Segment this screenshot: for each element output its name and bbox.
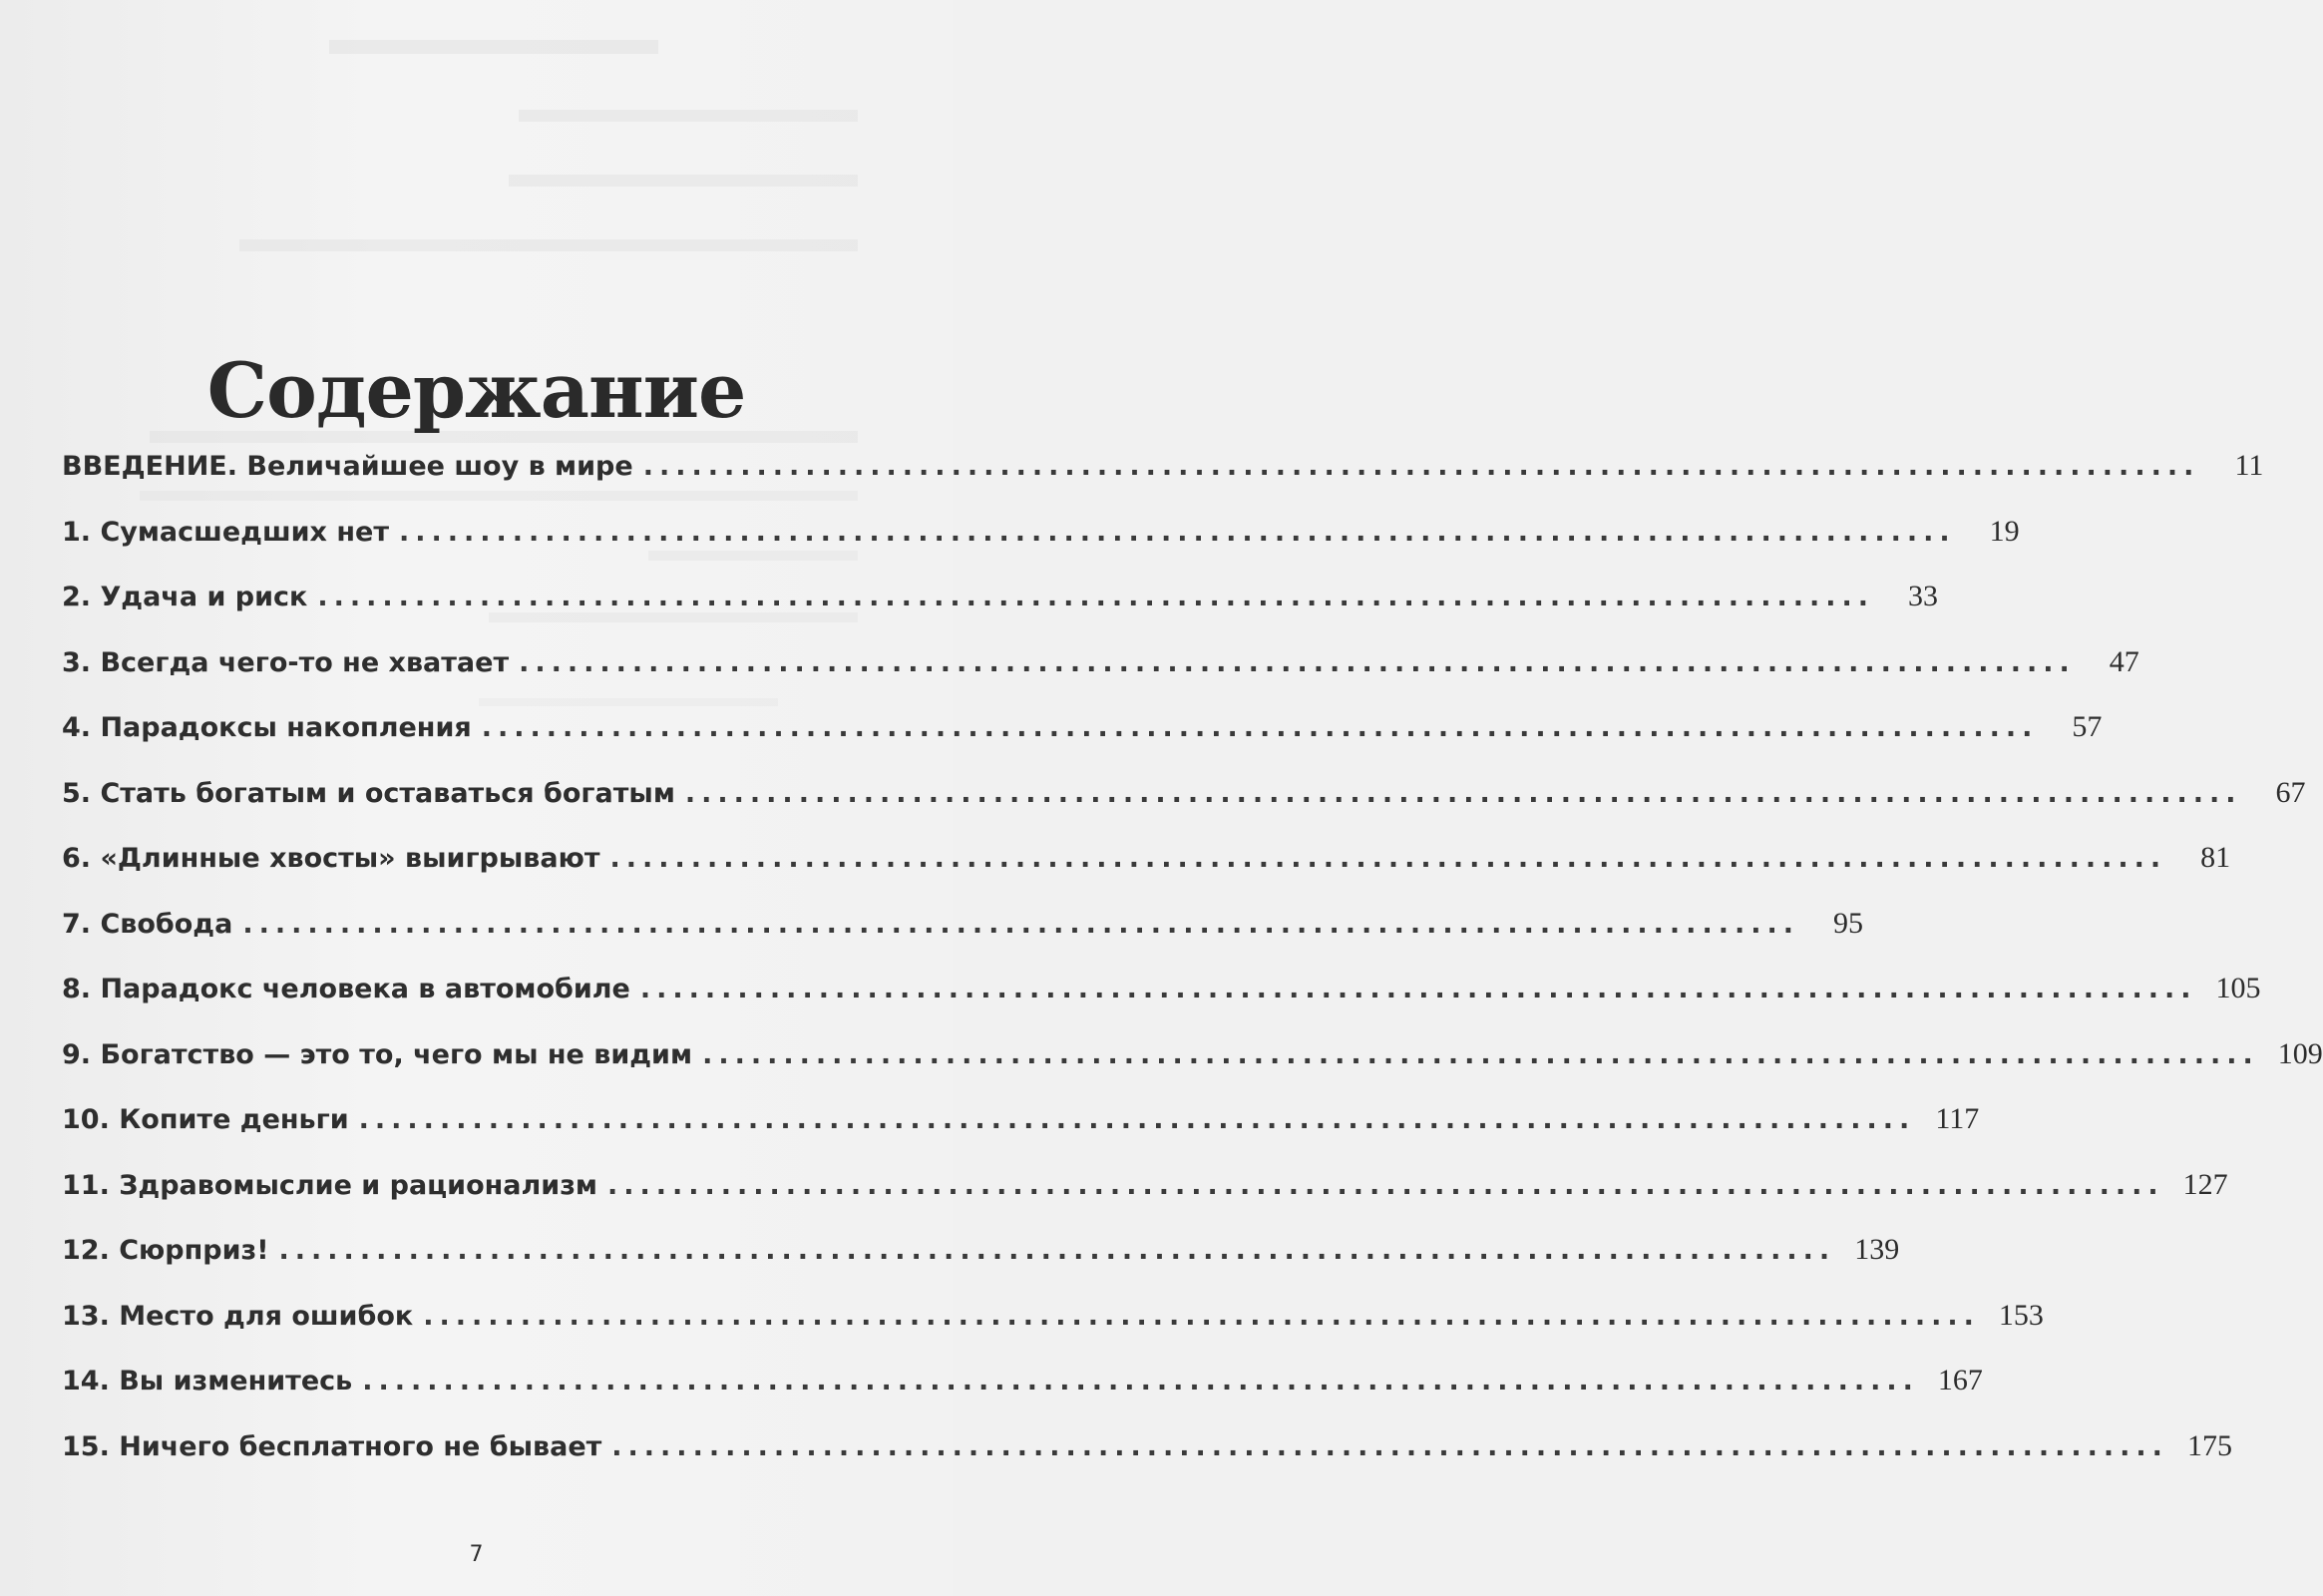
toc-entry bbox=[62, 1167, 2228, 1234]
toc-entry-title: 12. Сюрприз! bbox=[62, 1235, 269, 1266]
show-through-decoration bbox=[239, 239, 858, 251]
dot-leader: ................................................................................................ bbox=[278, 1235, 1836, 1266]
dot-leader: ................................................................................................ bbox=[481, 712, 2039, 743]
toc-entry-page: 11 bbox=[2234, 449, 2264, 482]
dot-leader: ................................................................................................ bbox=[639, 974, 2197, 1004]
dot-leader: ................................................................................................ bbox=[242, 908, 1799, 940]
toc-entry-page: 139 bbox=[1854, 1233, 1900, 1266]
toc-entry-page: 33 bbox=[1908, 580, 1938, 612]
dot-leader: ................................................................................................ bbox=[362, 1366, 1919, 1396]
toc-entry bbox=[62, 841, 2231, 907]
toc-entry-page: 105 bbox=[2215, 972, 2261, 1004]
toc-entry-title: ВВЕДЕНИЕ. Величайшее шоу в мире bbox=[62, 451, 633, 482]
toc-entry bbox=[62, 514, 2020, 581]
toc-entry-title: 14. Вы изменитесь bbox=[62, 1366, 353, 1396]
toc-entry-page: 117 bbox=[1935, 1102, 1980, 1135]
toc-entry-page: 67 bbox=[2275, 775, 2306, 809]
toc-entry bbox=[62, 972, 2261, 1037]
dot-leader: ................................................................................................ bbox=[702, 1038, 2259, 1070]
toc-entry bbox=[62, 1233, 1900, 1299]
toc-entry-title: 5. Стать богатым и оставаться богатым bbox=[62, 777, 675, 809]
toc-entry-page: 109 bbox=[2277, 1036, 2323, 1070]
toc-entry-title: 7. Свобода bbox=[62, 908, 233, 940]
toc-entry-page: 47 bbox=[2109, 644, 2139, 678]
toc-entry bbox=[62, 1102, 1980, 1168]
toc-entry bbox=[62, 1298, 2044, 1365]
table-of-contents bbox=[62, 449, 2323, 1494]
toc-entry-title: 11. Здравомыслие и рационализм bbox=[62, 1169, 597, 1201]
toc-entry bbox=[62, 906, 1863, 973]
toc-entry-title: 15. Ничего бесплатного не бывает bbox=[62, 1430, 602, 1462]
toc-entry-page: 57 bbox=[2072, 710, 2103, 743]
page-title: Содержание bbox=[206, 345, 746, 435]
dot-leader: ................................................................................................ bbox=[609, 843, 2167, 874]
toc-entry bbox=[62, 1428, 2232, 1495]
toc-entry-page: 95 bbox=[1832, 906, 1863, 940]
show-through-decoration bbox=[329, 40, 658, 54]
toc-entry-title: 8. Парадокс человека в автомобиле bbox=[62, 974, 630, 1004]
dot-leader: ................................................................................................ bbox=[519, 646, 2076, 678]
toc-entry bbox=[62, 1036, 2323, 1103]
toc-entry-page: 175 bbox=[2186, 1428, 2232, 1462]
toc-entry-title: 10. Копите деньги bbox=[62, 1104, 349, 1135]
toc-entry bbox=[62, 580, 1938, 645]
toc-entry-title: 9. Богатство — это то, чего мы не видим bbox=[62, 1038, 693, 1070]
toc-entry-title: 2. Удача и риск bbox=[62, 582, 308, 612]
toc-entry-page: 81 bbox=[2200, 841, 2231, 874]
show-through-decoration bbox=[519, 110, 858, 122]
toc-entry bbox=[62, 710, 2103, 776]
dot-leader: ................................................................................................ bbox=[606, 1169, 2164, 1201]
toc-entry bbox=[62, 775, 2306, 842]
toc-entry-title: 1. Сумасшедших нет bbox=[62, 516, 389, 548]
toc-entry bbox=[62, 449, 2264, 515]
show-through-decoration bbox=[509, 175, 858, 187]
page-number: 7 bbox=[469, 1542, 484, 1567]
toc-entry-title: 4. Парадоксы накопления bbox=[62, 712, 472, 743]
dot-leader: ................................................................................................ bbox=[611, 1430, 2168, 1462]
toc-entry-page: 127 bbox=[2182, 1167, 2228, 1201]
dot-leader: ................................................................................................ bbox=[317, 582, 1874, 612]
toc-entry-page: 167 bbox=[1937, 1364, 1983, 1396]
toc-entry-title: 13. Место для ошибок bbox=[62, 1300, 414, 1332]
toc-entry-title: 3. Всегда чего-то не хватает bbox=[62, 646, 510, 678]
dot-leader: ................................................................................................ bbox=[423, 1300, 1980, 1332]
toc-entry bbox=[62, 644, 2139, 711]
dot-leader: ................................................................................................ bbox=[642, 451, 2200, 482]
toc-entry-title: 6. «Длинные хвосты» выигрывают bbox=[62, 843, 600, 874]
toc-entry-page: 153 bbox=[1998, 1298, 2044, 1332]
toc-entry bbox=[62, 1364, 1983, 1429]
toc-entry-page: 19 bbox=[1989, 514, 2020, 548]
dot-leader: ................................................................................................ bbox=[684, 777, 2242, 809]
dot-leader: ................................................................................................ bbox=[358, 1104, 1916, 1135]
dot-leader: ................................................................................................ bbox=[398, 516, 1956, 548]
